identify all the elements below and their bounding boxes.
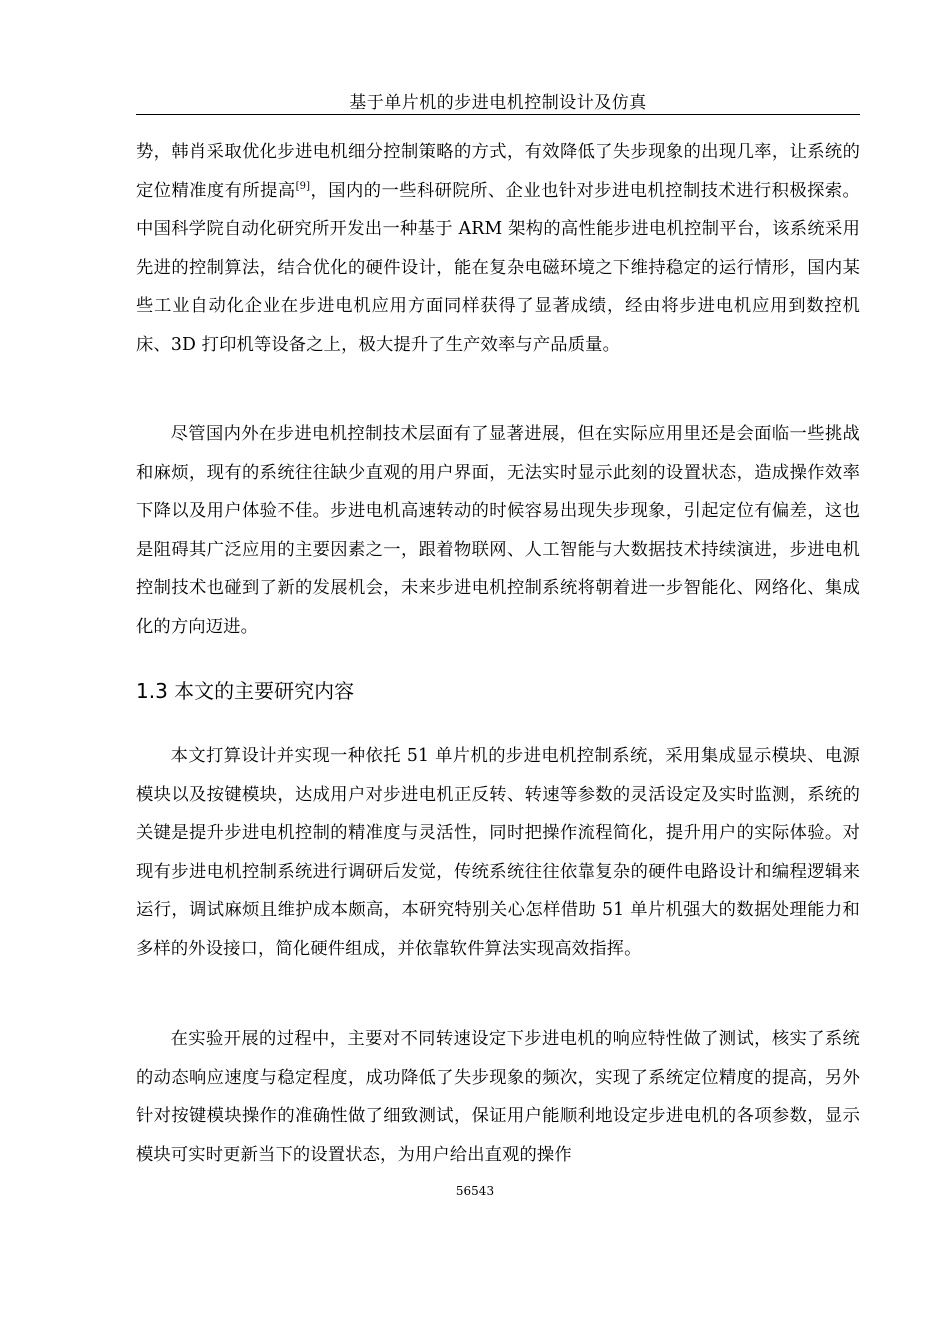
page-number: 56543 bbox=[455, 1184, 495, 1198]
paragraph-continued bbox=[136, 133, 860, 364]
section-heading: 1.3 本文的主要研究内容 bbox=[136, 679, 355, 703]
citation-marker: [9] bbox=[295, 180, 311, 192]
paragraph-text: ，国内的一些科研院所、企业也针对步进电机控制技术进行积极探索。中国科学院自动化研究所开发出一种基于 ARM 架构的高性能步进电机控制平台，该系统采用先进的控制算法，结合优化的硬件设计，能在复杂电磁环境之下维持稳定的运行情形，国内某些工业自动化企业在步进电机应用方面同样获得了显著成绩，经由将步进电机应用到数控机床、3D 打印机等设备之上，极大提升了生产效率与产品质量。 bbox=[136, 180, 860, 355]
paragraph-experiment: 在实验开展的过程中，主要对不同转速设定下步进电机的响应特性做了测试，核实了系统的动态响应速度与稳定程度，成功降低了失步现象的频次，实现了系统定位精度的提高，另外针对按键模块操作的准确性做了细致测试，保证用户能顺利地设定步进电机的各项参数，显示模块可实时更新当下的设置状态，为用户给出直观的操作 bbox=[136, 1029, 860, 1165]
paragraph-research-content: 本文打算设计并实现一种依托 51 单片机的步进电机控制系统，采用集成显示模块、电源模块以及按键模块，达成用户对步进电机正反转、转速等参数的灵活设定及实时监测，系统的关键是提升步进电机控制的精准度与灵活性，同时把操作流程简化，提升用户的实际体验。对现有步进电机控制系统进行调研后发觉，传统系统往往依靠复杂的硬件电路设计和编程逻辑来运行，调试麻烦且维护成本颇高，本研究特别关心怎样借助 51 单片机强大的数据处理能力和多样的外设接口，简化硬件组成，并依靠软件算法实现高效指挥。 bbox=[136, 746, 860, 959]
running-header: 基于单片机的步进电机控制设计及仿真 bbox=[349, 93, 647, 113]
header-rule bbox=[136, 114, 860, 115]
paragraph-challenges: 尽管国内外在步进电机控制技术层面有了显著进展，但在实际应用里还是会面临一些挑战和麻烦，现有的系统往往缺少直观的用户界面，无法实时显示此刻的设置状态，造成操作效率下降以及用户体验不佳。步进电机高速转动的时候容易出现失步现象，引起定位有偏差，这也是阻碍其广泛应用的主要因素之一，跟着物联网、人工智能与大数据技术持续演进，步进电机控制技术也碰到了新的发展机会，未来步进电机控制系统将朝着进一步智能化、网络化、集成化的方向迈进。 bbox=[136, 424, 860, 637]
paragraph-text: 势，韩肖采取优化步进电机细分控制策略的方式，有效降低了失步现象的出现几率，让系统的定位精准度有所提高 bbox=[136, 142, 860, 201]
